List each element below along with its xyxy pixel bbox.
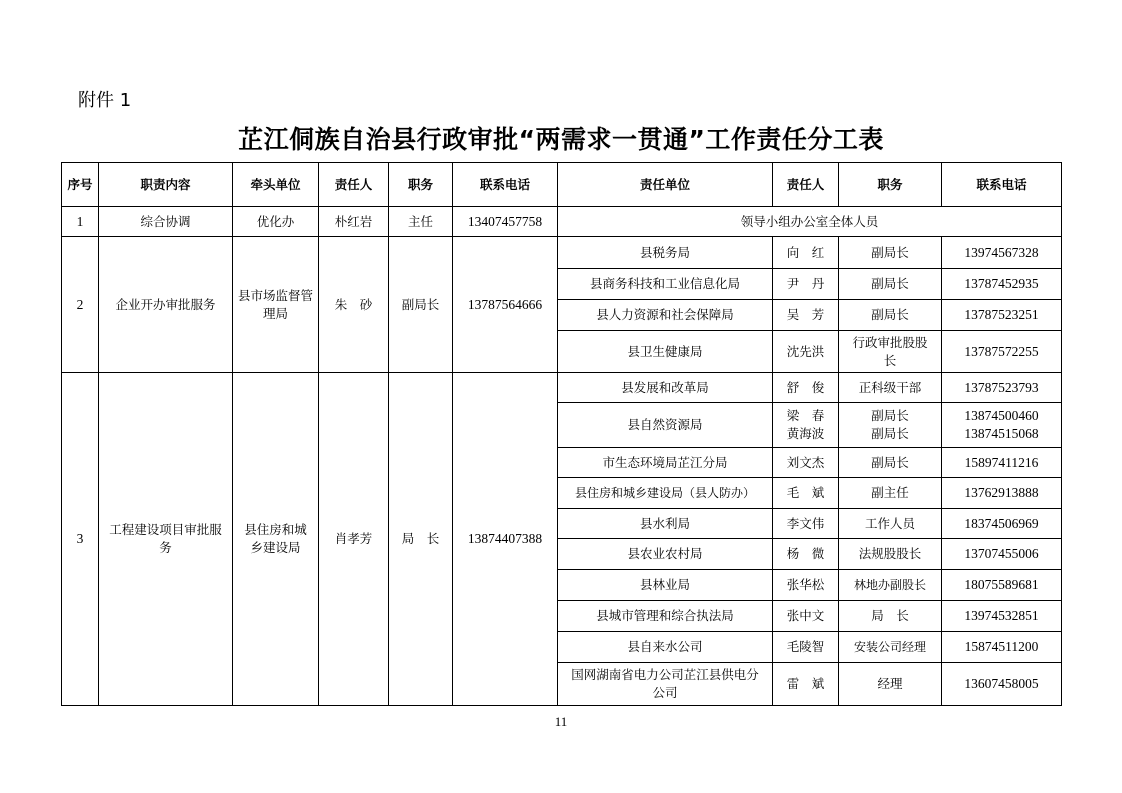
cell-resp-post: 副局长 bbox=[839, 448, 942, 478]
cell-resp-post: 行政审批股股长 bbox=[839, 331, 942, 373]
cell-resp-unit: 市生态环境局芷江分局 bbox=[558, 448, 773, 478]
cell-duty: 工程建设项目审批服务 bbox=[99, 373, 233, 706]
cell-resp-unit: 县商务科技和工业信息化局 bbox=[558, 269, 773, 300]
cell-resp-phone: 13607458005 bbox=[942, 663, 1062, 706]
table-row bbox=[62, 207, 1062, 237]
cell-resp-unit: 国网湖南省电力公司芷江县供电分公司 bbox=[558, 663, 773, 706]
header-resp-phone: 联系电话 bbox=[942, 163, 1062, 207]
cell-resp-phone: 15897411216 bbox=[942, 448, 1062, 478]
cell-resp-post: 正科级干部 bbox=[839, 373, 942, 403]
cell-lead-post: 局 长 bbox=[389, 373, 453, 706]
cell-resp-person: 张华松 bbox=[773, 570, 839, 601]
cell-resp-person: 毛 斌 bbox=[773, 478, 839, 509]
cell-resp-person: 沈先洪 bbox=[773, 331, 839, 373]
cell-resp-post: 林地办副股长 bbox=[839, 570, 942, 601]
header-resp-person: 责任人 bbox=[773, 163, 839, 207]
cell-resp-phone: 13707455006 bbox=[942, 539, 1062, 570]
table-header-row bbox=[62, 163, 1062, 207]
header-lead-phone: 联系电话 bbox=[453, 163, 558, 207]
cell-resp-person: 向 红 bbox=[773, 237, 839, 269]
cell-resp-post: 副主任 bbox=[839, 478, 942, 509]
cell-resp-phone: 13974567328 bbox=[942, 237, 1062, 269]
cell-resp-unit: 县自然资源局 bbox=[558, 403, 773, 448]
resp-post-line: 副局长 bbox=[871, 426, 909, 441]
cell-resp-unit: 县人力资源和社会保障局 bbox=[558, 300, 773, 331]
cell-lead-post: 主任 bbox=[389, 207, 453, 237]
responsibility-table bbox=[61, 162, 1062, 706]
cell-lead-person: 肖孝芳 bbox=[319, 373, 389, 706]
cell-resp-post: 局 长 bbox=[839, 601, 942, 632]
cell-merged-note: 领导小组办公室全体人员 bbox=[558, 207, 1062, 237]
cell-lead-phone: 13407457758 bbox=[453, 207, 558, 237]
header-seq: 序号 bbox=[62, 163, 99, 207]
cell-lead-unit: 优化办 bbox=[233, 207, 319, 237]
cell-resp-phone bbox=[942, 403, 1062, 448]
cell-resp-phone: 13787572255 bbox=[942, 331, 1062, 373]
resp-phone-line: 13874515068 bbox=[964, 426, 1039, 441]
cell-resp-post: 副局长 bbox=[839, 269, 942, 300]
cell-resp-person: 张中文 bbox=[773, 601, 839, 632]
cell-resp-person bbox=[773, 403, 839, 448]
cell-resp-phone: 13787452935 bbox=[942, 269, 1062, 300]
cell-resp-person: 李文伟 bbox=[773, 509, 839, 539]
cell-seq: 2 bbox=[62, 237, 99, 373]
cell-lead-person: 朴红岩 bbox=[319, 207, 389, 237]
cell-resp-phone: 15874511200 bbox=[942, 632, 1062, 663]
cell-resp-post: 安装公司经理 bbox=[839, 632, 942, 663]
cell-resp-unit: 县林业局 bbox=[558, 570, 773, 601]
cell-duty: 企业开办审批服务 bbox=[99, 237, 233, 373]
cell-resp-post bbox=[839, 403, 942, 448]
cell-resp-unit: 县农业农村局 bbox=[558, 539, 773, 570]
cell-resp-unit: 县税务局 bbox=[558, 237, 773, 269]
resp-person-line: 梁 春 bbox=[786, 408, 825, 423]
cell-resp-person: 尹 丹 bbox=[773, 269, 839, 300]
table-row bbox=[62, 373, 1062, 403]
cell-lead-unit: 县住房和城乡建设局 bbox=[233, 373, 319, 706]
table-row bbox=[62, 237, 1062, 269]
cell-resp-unit: 县城市管理和综合执法局 bbox=[558, 601, 773, 632]
cell-duty: 综合协调 bbox=[99, 207, 233, 237]
cell-resp-unit: 县卫生健康局 bbox=[558, 331, 773, 373]
cell-resp-unit: 县住房和城乡建设局（县人防办） bbox=[558, 478, 773, 509]
header-resp-unit: 责任单位 bbox=[558, 163, 773, 207]
cell-lead-person: 朱 砂 bbox=[319, 237, 389, 373]
cell-resp-unit: 县自来水公司 bbox=[558, 632, 773, 663]
cell-lead-unit: 县市场监督管理局 bbox=[233, 237, 319, 373]
cell-resp-phone: 13787523793 bbox=[942, 373, 1062, 403]
cell-lead-phone: 13787564666 bbox=[453, 237, 558, 373]
cell-resp-person: 毛陵智 bbox=[773, 632, 839, 663]
header-resp-post: 职务 bbox=[839, 163, 942, 207]
cell-resp-phone: 13787523251 bbox=[942, 300, 1062, 331]
page-title: 芷江侗族自治县行政审批“两需求一贯通”工作责任分工表 bbox=[238, 125, 884, 154]
header-duty: 职责内容 bbox=[99, 163, 233, 207]
cell-seq: 3 bbox=[62, 373, 99, 706]
cell-resp-unit: 县水利局 bbox=[558, 509, 773, 539]
cell-seq: 1 bbox=[62, 207, 99, 237]
cell-resp-phone: 13762913888 bbox=[942, 478, 1062, 509]
header-lead-person: 责任人 bbox=[319, 163, 389, 207]
resp-phone-line: 13874500460 bbox=[964, 408, 1039, 423]
cell-resp-person: 雷 斌 bbox=[773, 663, 839, 706]
header-lead-unit: 牵头单位 bbox=[233, 163, 319, 207]
cell-resp-person: 吴 芳 bbox=[773, 300, 839, 331]
header-lead-post: 职务 bbox=[389, 163, 453, 207]
cell-resp-phone: 18075589681 bbox=[942, 570, 1062, 601]
page-number: 11 bbox=[554, 714, 568, 729]
cell-resp-person: 杨 微 bbox=[773, 539, 839, 570]
cell-resp-unit: 县发展和改革局 bbox=[558, 373, 773, 403]
cell-lead-post: 副局长 bbox=[389, 237, 453, 373]
resp-post-line: 副局长 bbox=[871, 408, 909, 423]
cell-resp-post: 副局长 bbox=[839, 300, 942, 331]
cell-resp-post: 经理 bbox=[839, 663, 942, 706]
resp-person-line: 黄海波 bbox=[786, 426, 825, 441]
attachment-label: 附件 1 bbox=[78, 90, 132, 111]
cell-resp-person: 刘文杰 bbox=[773, 448, 839, 478]
cell-resp-post: 法规股股长 bbox=[839, 539, 942, 570]
cell-lead-phone: 13874407388 bbox=[453, 373, 558, 706]
cell-resp-post: 副局长 bbox=[839, 237, 942, 269]
cell-resp-post: 工作人员 bbox=[839, 509, 942, 539]
cell-resp-person: 舒 俊 bbox=[773, 373, 839, 403]
cell-resp-phone: 13974532851 bbox=[942, 601, 1062, 632]
cell-resp-phone: 18374506969 bbox=[942, 509, 1062, 539]
